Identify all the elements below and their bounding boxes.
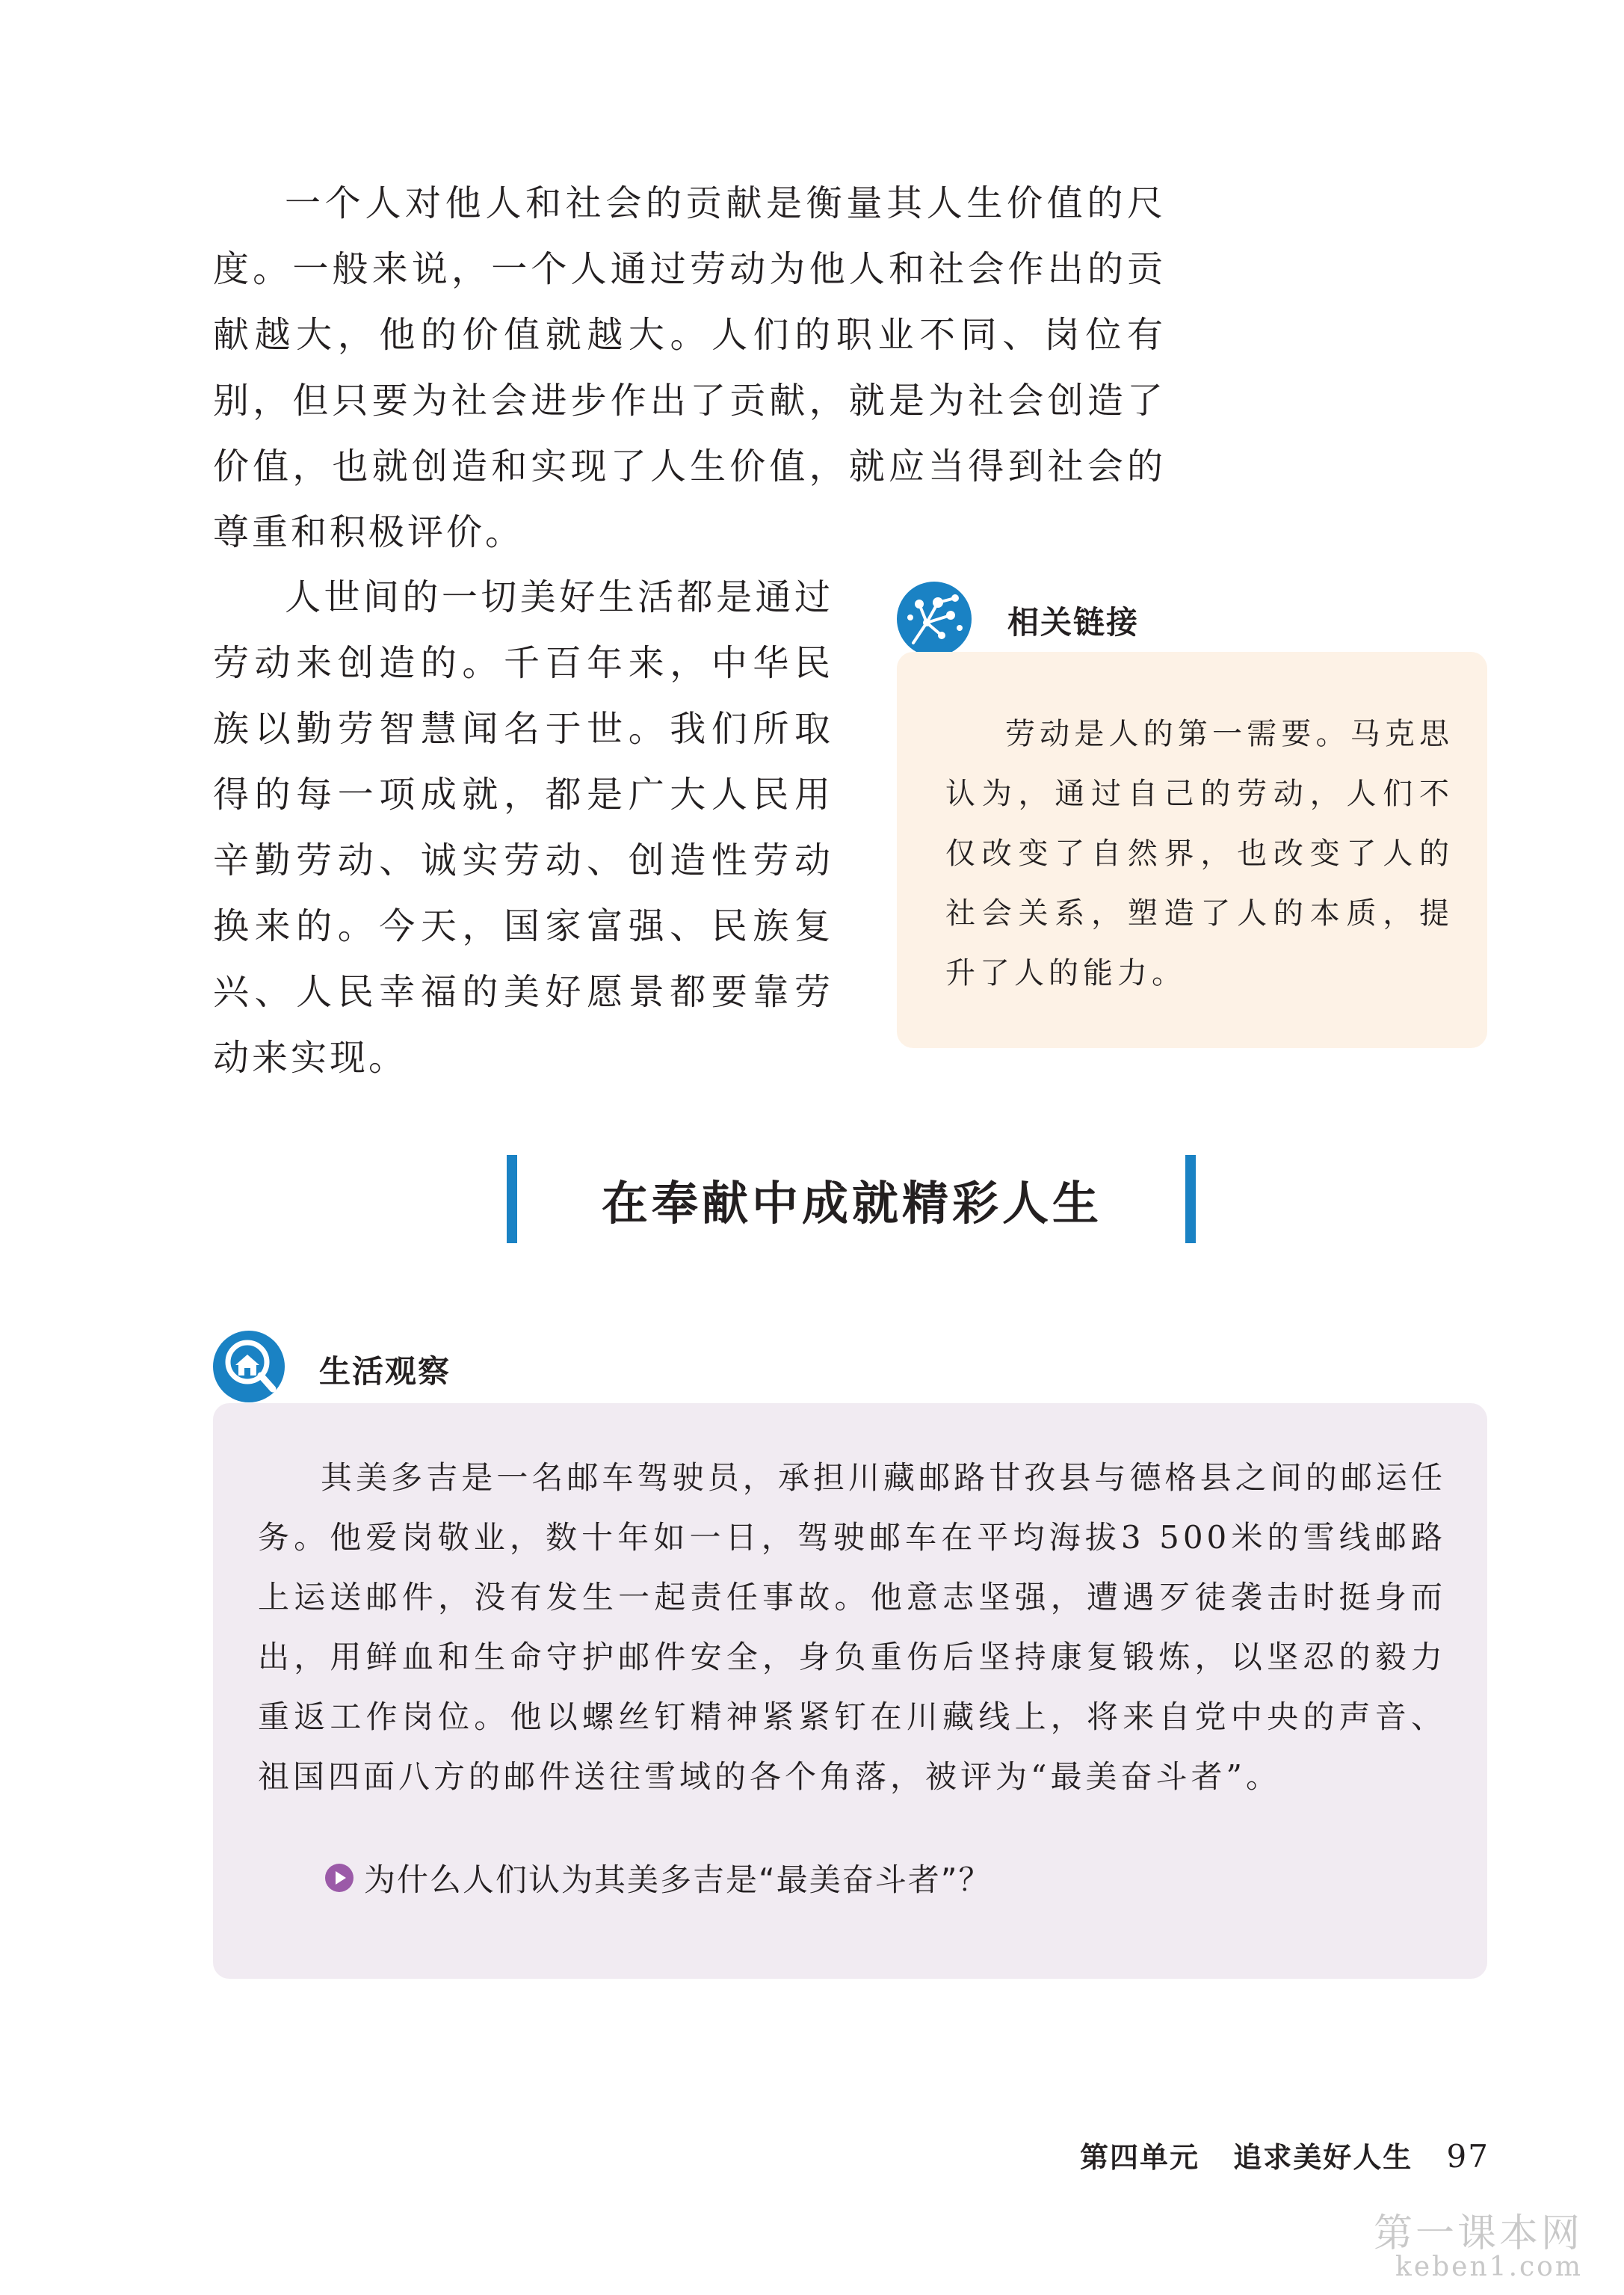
network-icon (897, 582, 972, 656)
section-title-bar-right (1185, 1155, 1196, 1243)
related-link-box (897, 652, 1487, 1048)
life-observation-title: 生活观察 (319, 1353, 451, 1390)
section-title-bar-left (507, 1155, 517, 1243)
play-marker-icon (325, 1864, 353, 1892)
discussion-question-text: 为什么人们认为其美多吉是“最美奋斗者”？ (364, 1861, 992, 1898)
life-observation-text: 其美多吉是一名邮车驾驶员，承担川藏邮路甘孜县与德格县之间的邮运任务。他爱岗敬业，数十年如一日，驾驶邮车在平均海拔3 500米的雪线邮路上运送邮件，没有发生一起责任事故。他意志坚强，遭遇歹徒袭击时挺身而出，用鲜血和生命守护邮件安全，身负重伤后坚持康复锻炼，以坚忍的毅力重返工作岗位。他以螺丝钉精神紧紧钉在川藏线上，将来自党中央的声音、祖国四面八方的邮件送往雪域的各个角落，被评为“最美奋斗者”。 (258, 1459, 1446, 1795)
body-paragraph-2: 人世间的一切美好生活都是通过劳动来创造的。千百年来，中华民族以勤劳智慧闻名于世。我们所取得的每一项成就，都是广大人民用辛勤劳动、诚实劳动、创造性劳动换来的。今天，国家富强、民族复兴、人民幸福的美好愿景都要靠劳动来实现。 (213, 576, 833, 1079)
watermark-name: 第一课本网 (1373, 2211, 1583, 2256)
section-title: 在奉献中成就精彩人生 (601, 1176, 1102, 1230)
body-paragraph-1: 一个人对他人和社会的贡献是衡量其人生价值的尺度。一般来说，一个人通过劳动为他人和社会作出的贡献越大，他的价值就越大。人们的职业不同、岗位有别，但只要为社会进步作出了贡献，就是为社会创造了价值，也就创造和实现了人生价值，就应当得到社会的尊重和积极评价。 (213, 182, 1166, 553)
watermark-domain: keben1.com (1395, 2252, 1583, 2282)
footer-unit-title: 追求美好人生 (1233, 2140, 1413, 2174)
footer-unit: 第四单元 (1080, 2140, 1200, 2174)
related-link-title: 相关链接 (1007, 604, 1140, 641)
life-observation-header (213, 1331, 661, 1405)
discussion-question (325, 1855, 992, 1900)
page-footer (1058, 2134, 1489, 2175)
related-link-text: 劳动是人的第一需要。马克思认为，通过自己的劳动，人们不仅改变了自然界，也改变了人的社会关系，塑造了人的本质，提升了人的能力。 (945, 717, 1454, 991)
life-observation-box (213, 1403, 1487, 1979)
house-magnifier-icon (213, 1331, 285, 1402)
page-number: 97 (1446, 2138, 1489, 2175)
